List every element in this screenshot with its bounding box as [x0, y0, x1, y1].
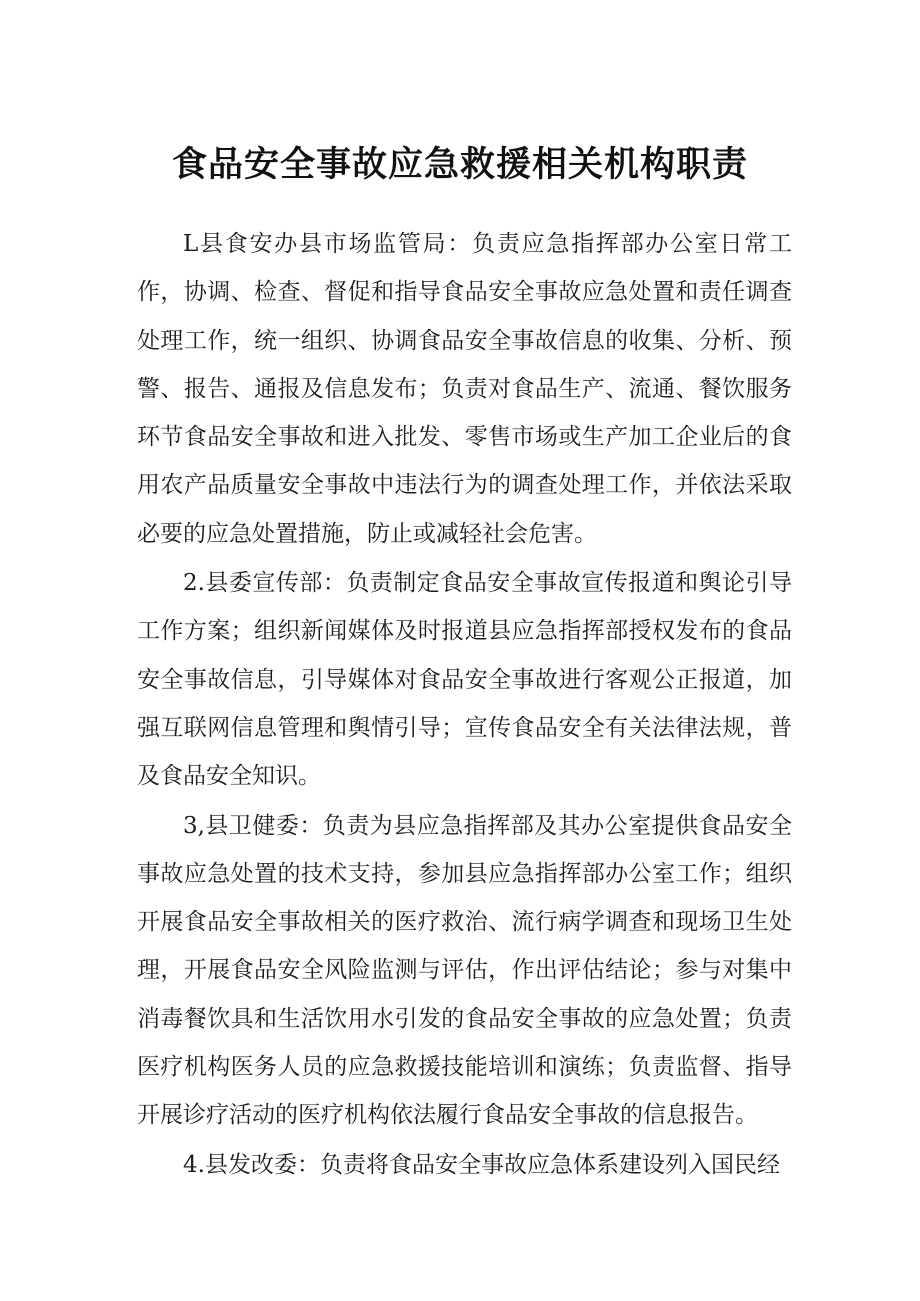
document-title: 食品安全事故应急救援相关机构职责	[171, 145, 748, 185]
paragraph-health-commission: 3,县卫健委：负责为县应急指挥部及其办公室提供食品安全事故应急处置的技术支持，参加县应急指挥部办公室工作；组织开展食品安全事故相关的医疗救治、流行病学调查和现场卫生处理，开展食品安全风险监测与评估，作出评估结论；参与对集中消毒餐饮具和生活饮用水引发的食品安全事故的应急处置；负责医疗机构医务人员的应急救援技能培训和演练；负责监督、指导开展诊疗活动的医疗机构依法履行食品安全事故的信息报告。	[137, 812, 792, 1129]
paragraph-publicity-department: 2.县委宣传部：负责制定食品安全事故宣传报道和舆论引导工作方案；组织新闻媒体及时报道县应急指挥部授权发布的食品安全事故信息，引导媒体对食品安全事故进行客观公正报道，加强互联网信息管理和舆情引导；宣传食品安全有关法律法规，普及食品安全知识。	[137, 570, 792, 790]
paragraph-development-reform-commission: 4.县发改委：负责将食品安全事故应急体系建设列入国民经	[183, 1151, 780, 1178]
document-body	[137, 220, 792, 1189]
paragraph-county-food-safety-office: L县食安办县市场监管局：负责应急指挥部办公室日常工作，协调、检查、督促和指导食品安全事故应急处置和责任调查处理工作，统一组织、协调食品安全事故信息的收集、分析、预警、报告、通报及信息发布；负责对食品生产、流通、餐饮服务环节食品安全事故和进入批发、零售市场或生产加工企业后的食用农产品质量安全事故中违法行为的调查处理工作，并依法采取必要的应急处置措施，防止或减轻社会危害。	[137, 231, 792, 547]
